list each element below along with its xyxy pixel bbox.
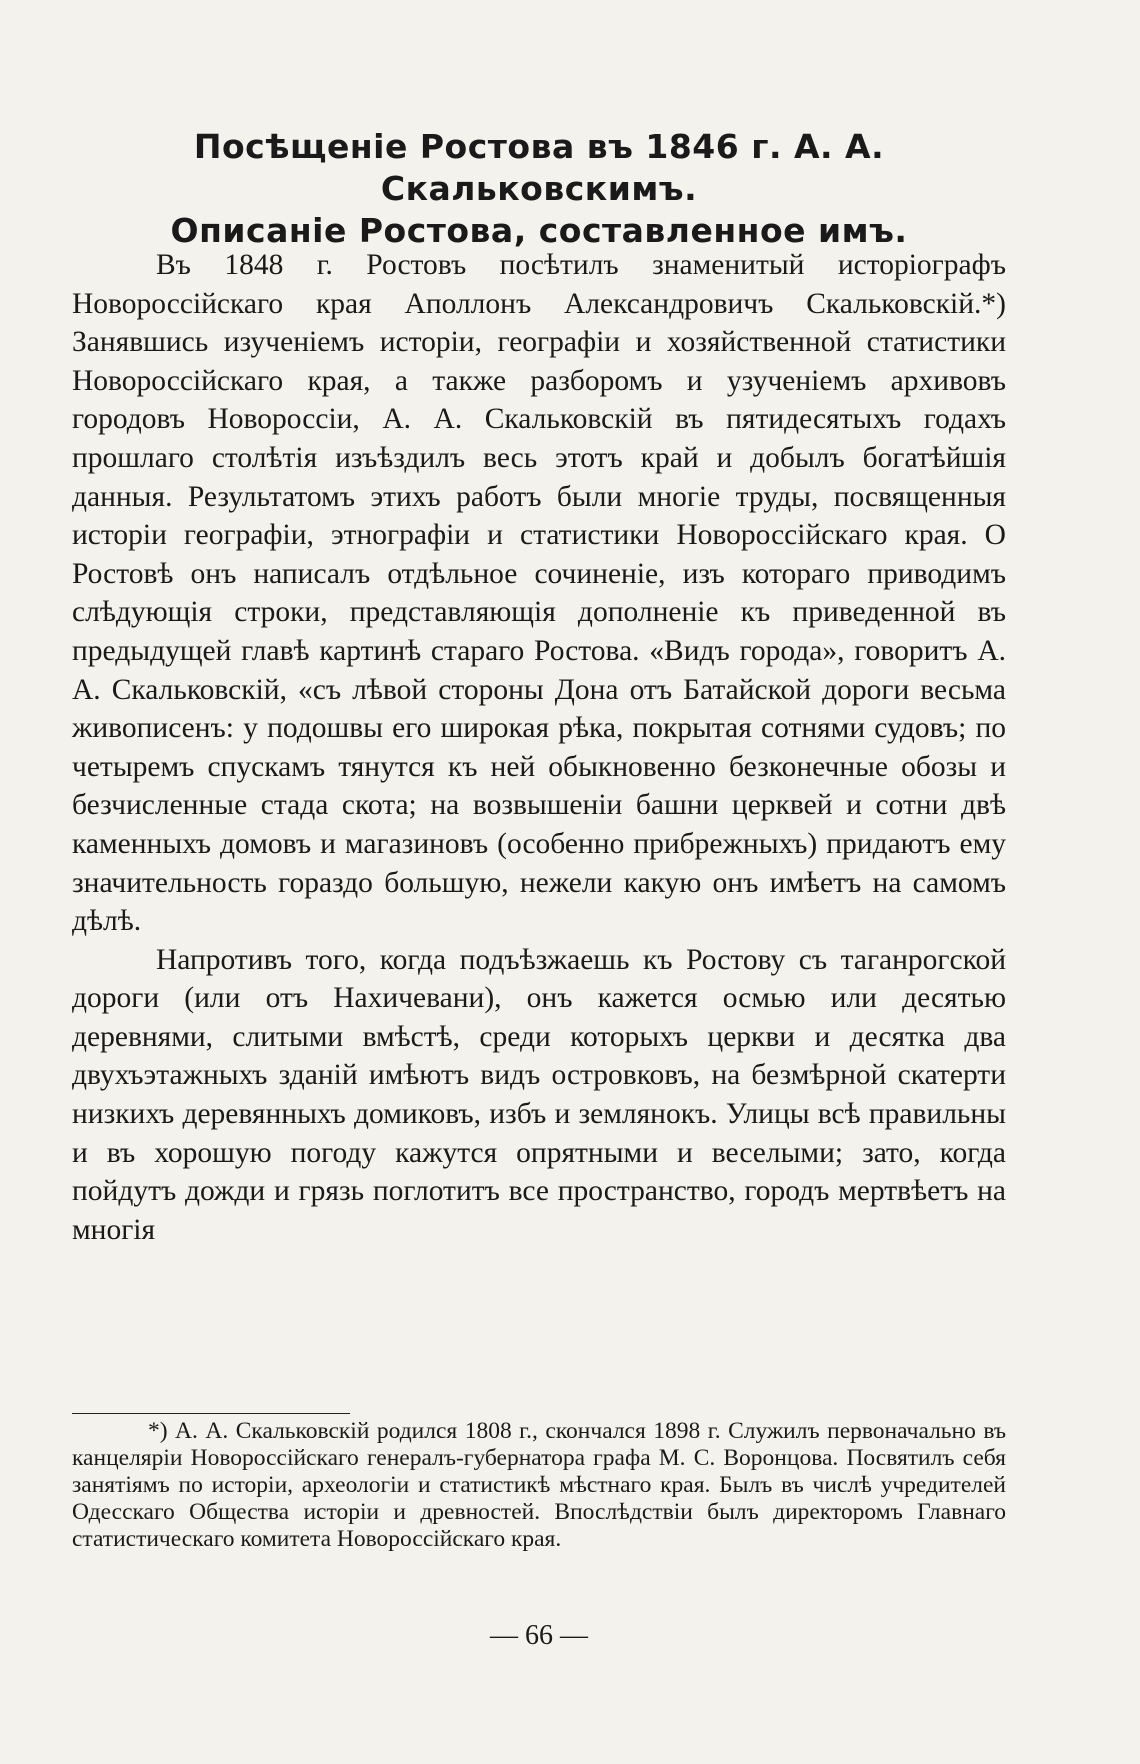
- paragraph-1: Въ 1848 г. Ростовъ посѣтилъ знаменитый исторіографъ Новороссійскаго края Аполлонъ Александровичъ Скальковскій.*) Занявшись изученіемъ исторіи, географіи и хозяйственной статистики Новороссійскаго края, а также разборомъ и узученіемъ архивовъ городовъ Новороссіи, А. А. Скальковскій въ пятидесятыхъ годахъ прошлаго столѣтія изъѣздилъ весь этотъ край и добылъ богатѣйшія данныя. Результатомъ этихъ работъ были многіе труды, посвященныя исторіи географіи, этнографіи и статистики Новороссійскаго края. О Ростовѣ онъ написалъ отдѣльное сочиненіе, изъ котораго приводимъ слѣдующія строки, представляющія дополненіе къ приведенной въ предыдущей главѣ картинѣ стараго Ростова. «Видъ города», говоритъ А. А. Скальковскій, «съ лѣвой стороны Дона отъ Батайской дороги весьма живописенъ: у подошвы его широкая рѣка, покрытая сотнями судовъ; по четыремъ спускамъ тянутся къ ней обыкновенно безконечные обозы и безчисленные стада скота; на возвышеніи башни церквей и сотни двѣ каменныхъ домовъ и магазиновъ (особенно прибрежныхъ) придаютъ ему значительность гораздо большую, нежели какую онъ имѣетъ на самомъ дѣлѣ.: [72, 249, 1006, 938]
- heading-line-2: Описаніе Ростова, составленное имъ.: [170, 211, 908, 250]
- heading-line-1: Посѣщеніе Ростова въ 1846 г. А. А. Скальковскимъ.: [193, 127, 885, 208]
- page-number: — 66 —: [490, 1620, 588, 1651]
- chapter-heading: [72, 126, 1006, 252]
- paragraph-2: Напротивъ того, когда подъѣзжаешь къ Ростову съ таганрогской дороги (или отъ Нахичевани), онъ кажется осмью или десятью деревнями, слитыми вмѣстѣ, среди которыхъ церкви и десятка два двухъэтажныхъ зданій имѣютъ видъ островковъ, на безмѣрной скатерти низкихъ деревянныхъ домиковъ, избъ и землянокъ. Улицы всѣ правильны и въ хорошую погоду кажутся опрятными и веселыми; зато, когда пойдутъ дожди и грязь поглотитъ все пространство, городъ мертвѣетъ на многія: [72, 943, 1006, 1246]
- footnote-divider: [72, 1413, 350, 1414]
- book-page: [72, 0, 1006, 1764]
- main-text: [72, 246, 1006, 1249]
- footnote: *) А. А. Скальковскій родился 1808 г., скончался 1898 г. Служилъ первоначально въ канцеляріи Новороссійскаго генералъ-губернатора графа М. С. Воронцова. Посвятилъ себя занятіямъ по исторіи, археологіи и статистикѣ мѣстнаго края. Былъ въ числѣ учредителей Одесскаго Общества исторіи и древностей. Впослѣдствіи былъ директоромъ Главнаго статистическаго комитета Новороссійскаго края.: [72, 1418, 1006, 1552]
